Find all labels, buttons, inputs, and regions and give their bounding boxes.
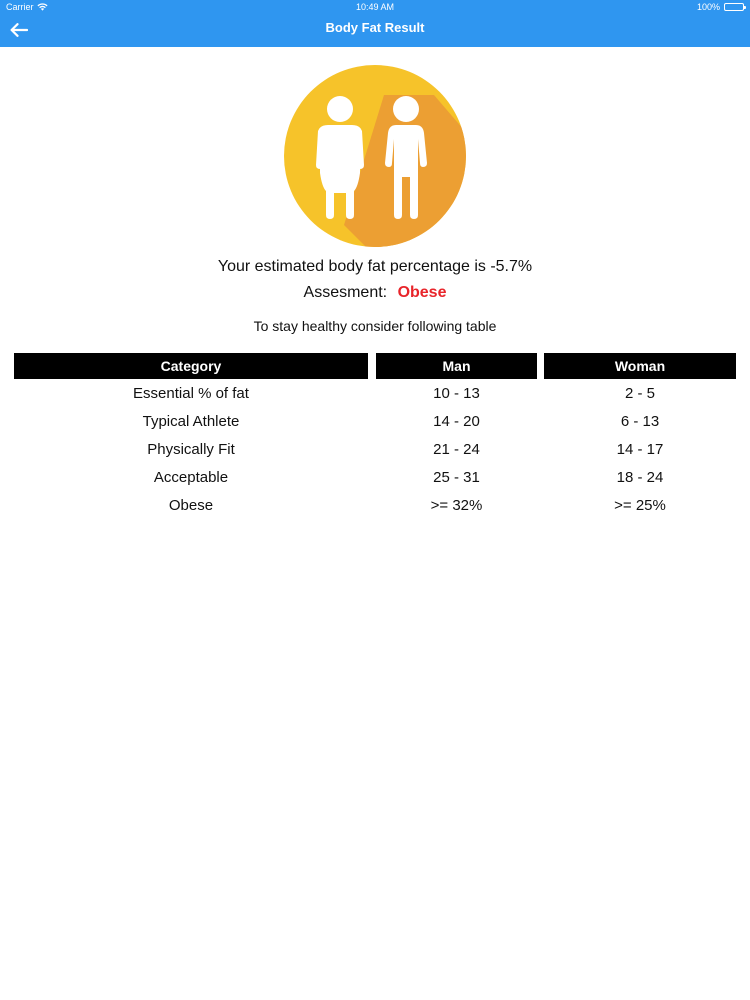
- advice-text: To stay healthy consider following table: [253, 318, 497, 334]
- cell-category: Physically Fit: [147, 441, 235, 458]
- estimate-text: Your estimated body fat percentage is -5.7%: [217, 258, 533, 275]
- status-battery: [697, 0, 744, 14]
- assessment-label: Assesment:: [303, 284, 388, 301]
- cell-category: Essential % of fat: [133, 385, 249, 402]
- cell-category: Acceptable: [153, 469, 229, 486]
- nav-bar: [0, 14, 750, 47]
- cell-woman: >= 25%: [614, 497, 666, 514]
- table-body: [14, 379, 736, 520]
- cell-category: Typical Athlete: [142, 413, 240, 430]
- cell-woman: 18 - 24: [616, 469, 664, 486]
- body-fat-table: [14, 353, 736, 520]
- battery-icon: [724, 3, 744, 11]
- cell-woman: 2 - 5: [624, 385, 655, 402]
- table-row: [14, 408, 736, 436]
- app-header: [0, 0, 750, 47]
- people-icon: [284, 65, 466, 247]
- carrier-label: Carrier: [6, 2, 34, 12]
- table-row: [14, 464, 736, 492]
- cell-category: Obese: [168, 497, 214, 514]
- table-row: [14, 380, 736, 408]
- assessment-line: [0, 284, 750, 302]
- status-time: 10:49 AM: [355, 2, 395, 12]
- table-header: [14, 353, 736, 379]
- header-woman: Woman: [544, 353, 736, 379]
- battery-percent: 100%: [696, 2, 720, 12]
- cell-man: 21 - 24: [433, 441, 480, 458]
- status-bar: [0, 0, 750, 14]
- cell-man: 10 - 13: [433, 385, 480, 402]
- cell-man: 25 - 31: [433, 469, 480, 486]
- cell-woman: 14 - 17: [616, 441, 664, 458]
- cell-woman: 6 - 13: [620, 413, 660, 430]
- header-man: Man: [376, 353, 537, 379]
- header-category: Category: [14, 353, 368, 379]
- assessment-value: Obese: [397, 284, 447, 301]
- table-row: [14, 492, 736, 520]
- body-fat-illustration: [284, 65, 466, 247]
- table-row: [14, 436, 736, 464]
- page-title: Body Fat Result: [325, 20, 425, 35]
- cell-man: >= 32%: [430, 497, 483, 514]
- cell-man: 14 - 20: [433, 413, 480, 430]
